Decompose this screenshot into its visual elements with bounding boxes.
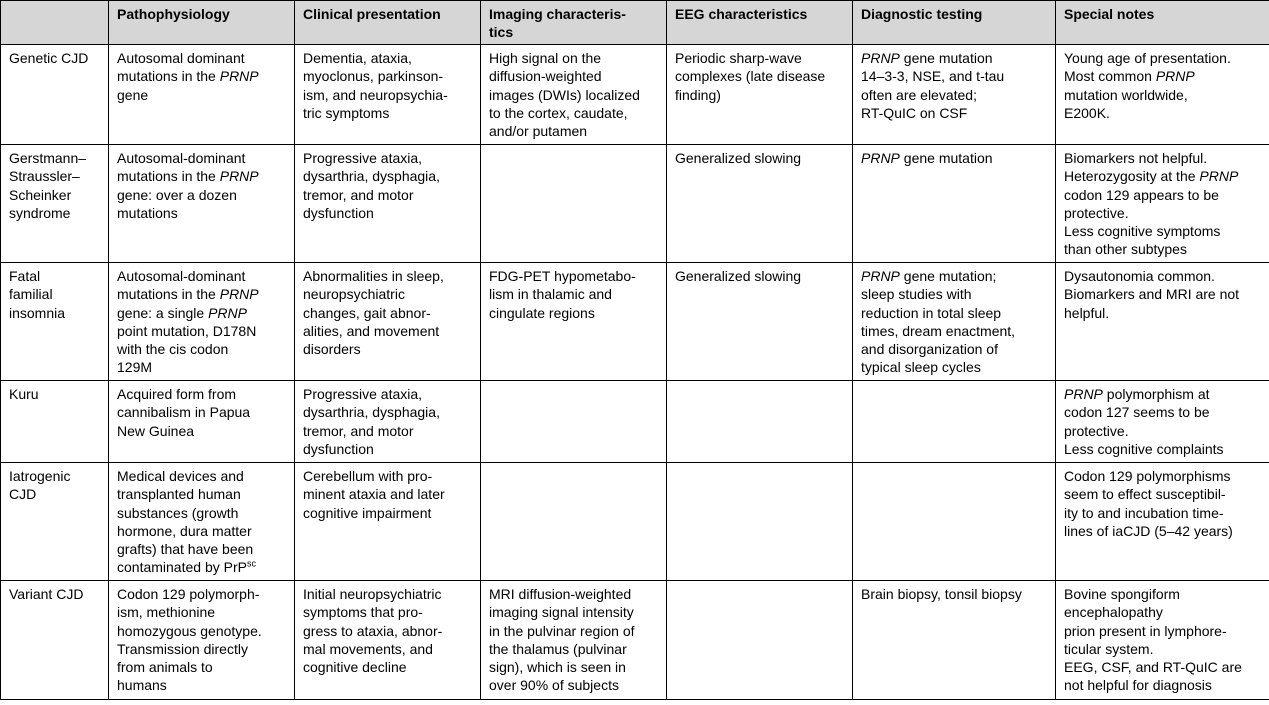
pathophysiology-cell: Autosomal-dominant mutations in the PRNP gene: over a dozen mutations (109, 145, 295, 263)
pathophysiology-cell: Codon 129 polymorph- ism, methionine homozygous genotype. Transmission directly from animals to humans (109, 581, 295, 700)
diagnostic-testing-cell: PRNP gene mutation; sleep studies with reduction in total sleep times, dream enactment, and disorganization of typical sleep cycles (853, 263, 1056, 381)
disease-name-cell: Fatal familial insomnia (1, 263, 109, 381)
clinical-presentation-cell: Dementia, ataxia, myoclonus, parkinson- ism, and neuropsychia- tric symptoms (295, 45, 481, 145)
special-notes-cell: PRNP polymorphism at codon 127 seems to be protective. Less cognitive complaints (1056, 381, 1269, 463)
clinical-presentation-cell: Initial neuropsychiatric symptoms that pro- gress to ataxia, abnor- mal movements, and cognitive decline (295, 581, 481, 700)
clinical-presentation-cell: Progressive ataxia, dysarthria, dysphagia, tremor, and motor dysfunction (295, 145, 481, 263)
clinical-presentation-cell: Progressive ataxia, dysarthria, dysphagia, tremor, and motor dysfunction (295, 381, 481, 463)
header-imaging-characteristics: Imaging characteris- tics (481, 1, 667, 45)
eeg-cell (667, 581, 853, 700)
table-row (1, 45, 1269, 145)
prion-superscript: sc (246, 558, 256, 569)
header-clinical-presentation: Clinical presentation (295, 1, 481, 45)
header-pathophysiology: Pathophysiology (109, 1, 295, 45)
disease-name-cell: Genetic CJD (1, 45, 109, 145)
diagnostic-testing-cell (853, 381, 1056, 463)
eeg-cell: Generalized slowing (667, 263, 853, 381)
eeg-cell (667, 381, 853, 463)
header-eeg-characteristics: EEG characteristics (667, 1, 853, 45)
imaging-cell (481, 381, 667, 463)
diagnostic-testing-cell (853, 463, 1056, 581)
diagnostic-testing-cell: Brain biopsy, tonsil biopsy (853, 581, 1056, 700)
clinical-presentation-cell: Cerebellum with pro- minent ataxia and later cognitive impairment (295, 463, 481, 581)
table-row (1, 145, 1269, 263)
eeg-cell: Periodic sharp-wave complexes (late disease finding) (667, 45, 853, 145)
table-row (1, 263, 1269, 381)
pathophysiology-cell: Autosomal-dominant mutations in the PRNP gene: a single PRNP point mutation, D178N with the cis codon 129M (109, 263, 295, 381)
header-special-notes: Special notes (1056, 1, 1269, 45)
disease-name-cell: Iatrogenic CJD (1, 463, 109, 581)
table-row (1, 581, 1269, 700)
disease-name-cell: Kuru (1, 381, 109, 463)
table-row (1, 381, 1269, 463)
pathophysiology-cell: Acquired form from cannibalism in Papua New Guinea (109, 381, 295, 463)
special-notes-cell: Bovine spongiform encephalopathy prion present in lymphore- ticular system. EEG, CSF, and RT-QuIC are not helpful for diagnosis (1056, 581, 1269, 700)
imaging-cell (481, 145, 667, 263)
header-corner (1, 1, 109, 45)
disease-name-cell: Variant CJD (1, 581, 109, 700)
clinical-presentation-cell: Abnormalities in sleep, neuropsychiatric changes, gait abnor- alities, and movement disorders (295, 263, 481, 381)
special-notes-cell: Codon 129 polymorphisms seem to effect susceptibil- ity to and incubation time- lines of iaCJD (5–42 years) (1056, 463, 1269, 581)
imaging-cell (481, 463, 667, 581)
pathophysiology-cell: Medical devices and transplanted human substances (growth hormone, dura matter grafts) that have been contaminated by PrP$^{sc}$ (109, 463, 295, 581)
eeg-cell (667, 463, 853, 581)
imaging-cell: High signal on the diffusion-weighted images (DWIs) localized to the cortex, caudate, and/or putamen (481, 45, 667, 145)
header-row (1, 1, 1269, 45)
disease-name-cell: Gerstmann– Straussler– Scheinker syndrome (1, 145, 109, 263)
header-diagnostic-testing: Diagnostic testing (853, 1, 1056, 45)
imaging-cell: MRI diffusion-weighted imaging signal intensity in the pulvinar region of the thalamus (pulvinar sign), which is seen in over 90% of subjects (481, 581, 667, 700)
special-notes-cell: Young age of presentation. Most common PRNP mutation worldwide, E200K. (1056, 45, 1269, 145)
table-row (1, 463, 1269, 581)
special-notes-cell: Dysautonomia common. Biomarkers and MRI are not helpful. (1056, 263, 1269, 381)
eeg-cell: Generalized slowing (667, 145, 853, 263)
special-notes-cell: Biomarkers not helpful. Heterozygosity at the PRNP codon 129 appears to be protective. Less cognitive symptoms than other subtypes (1056, 145, 1269, 263)
diagnostic-testing-cell: PRNP gene mutation 14–3-3, NSE, and t-tau often are elevated; RT-QuIC on CSF (853, 45, 1056, 145)
pathophysiology-cell: Autosomal dominant mutations in the PRNP gene (109, 45, 295, 145)
imaging-cell: FDG-PET hypometabo- lism in thalamic and cingulate regions (481, 263, 667, 381)
diagnostic-testing-cell: PRNP gene mutation (853, 145, 1056, 263)
